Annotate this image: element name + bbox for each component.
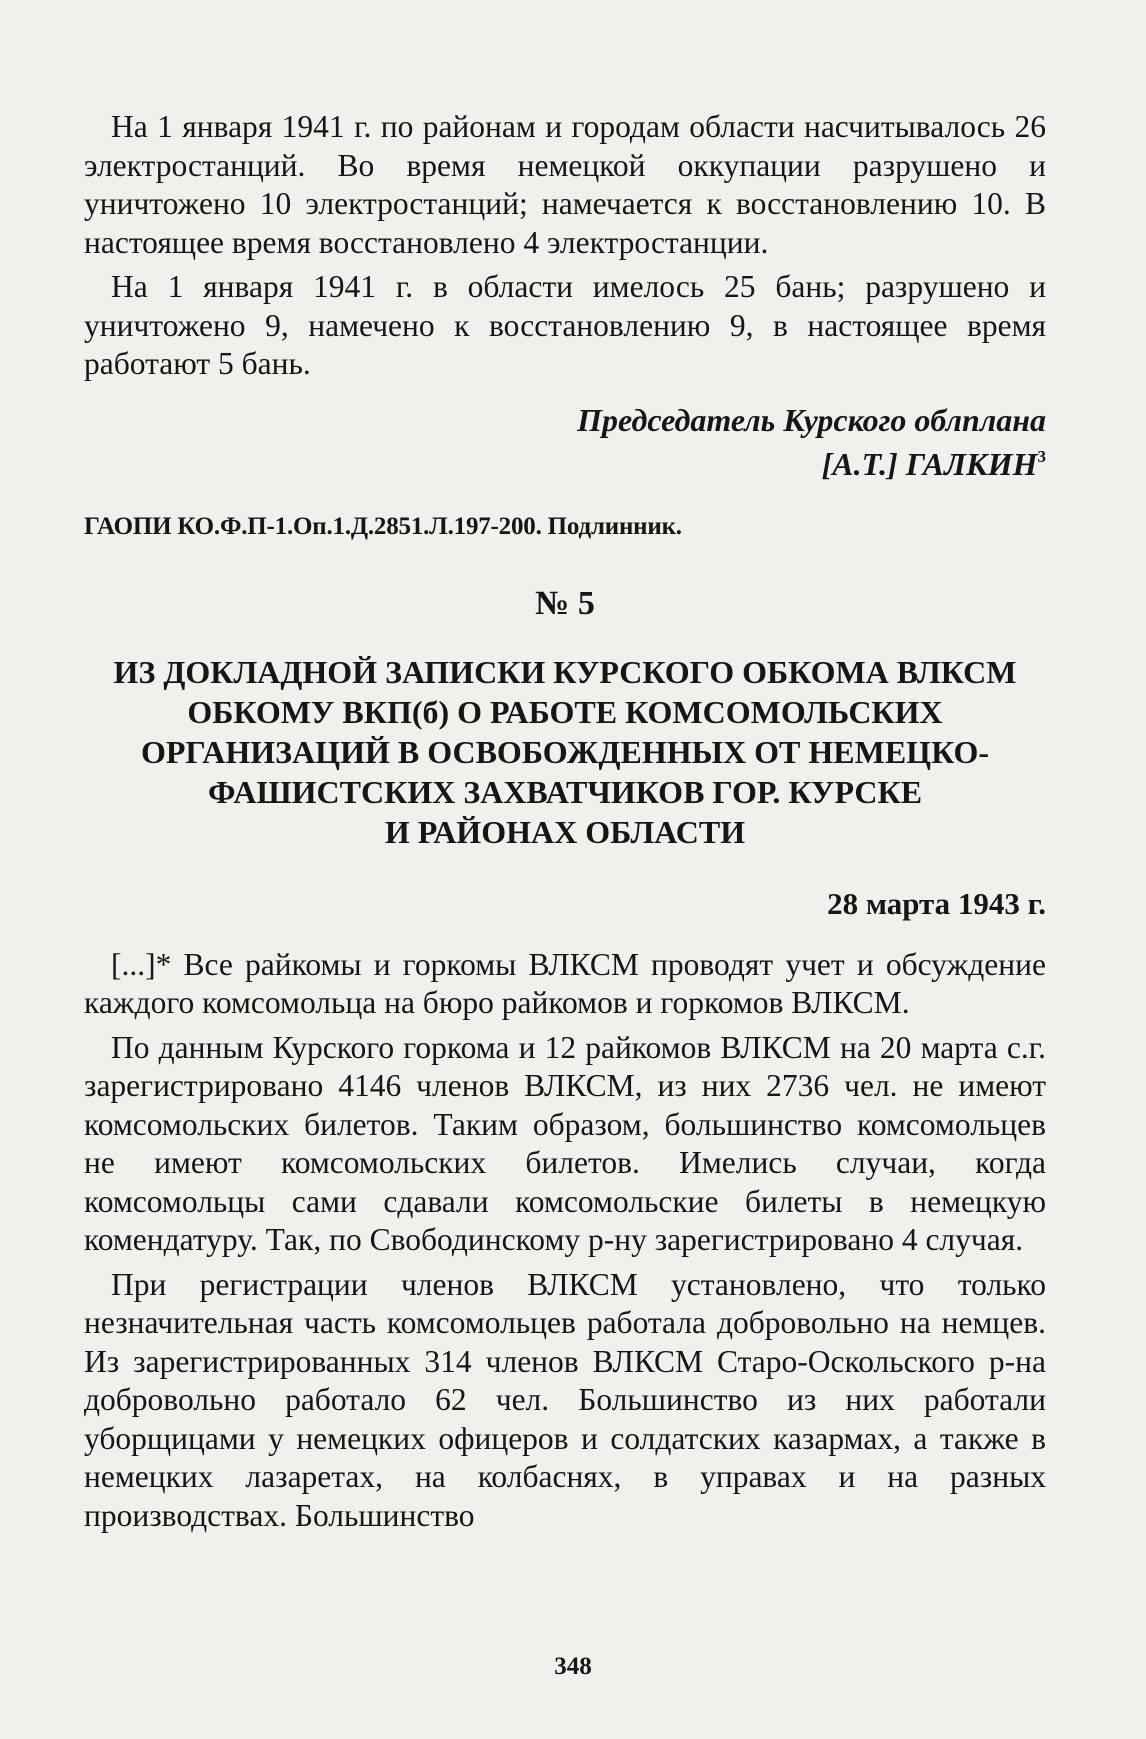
document-title-line: ФАШИСТСКИХ ЗАХВАТЧИКОВ ГОР. КУРСКЕ <box>207 773 923 810</box>
body-paragraph: [...]* Все райкомы и горкомы ВЛКСМ проводят учет и обсуждение каждого комсомольца на бюро райкомов и горкомов ВЛКСМ. <box>84 946 1046 1020</box>
signature-block <box>84 398 1046 486</box>
page-number: 348 <box>554 1653 592 1680</box>
footnote-marker: 3 <box>1037 446 1046 466</box>
page-content <box>84 108 1046 1535</box>
signature-name-line <box>84 442 1046 486</box>
document-title <box>84 652 1046 852</box>
document-title-line: ИЗ ДОКЛАДНОЙ ЗАПИСКИ КУРСКОГО ОБКОМА ВЛКСМ <box>113 653 1017 690</box>
archive-reference: ГАОПИ КО.Ф.П-1.Оп.1.Д.2851.Л.197-200. Подлинник. <box>84 512 682 540</box>
document-number: № 5 <box>535 584 595 622</box>
document-title-line: ОРГАНИЗАЦИЙ В ОСВОБОЖДЕННЫХ ОТ НЕМЕЦКО- <box>140 733 990 770</box>
document-title-line: И РАЙОНАХ ОБЛАСТИ <box>384 813 746 850</box>
document-title-line: ОБКОМУ ВКП(б) О РАБОТЕ КОМСОМОЛЬСКИХ <box>187 693 943 730</box>
document-date: 28 марта 1943 г. <box>827 885 1046 921</box>
signature-name: [А.Т.] ГАЛКИН <box>821 445 1038 482</box>
body-paragraph: По данным Курского горкома и 12 райкомов ВЛКСМ на 20 марта с.г. зарегистрировано 4146 членов ВЛКСМ, из них 2736 чел. не имеют комсомольских билетов. Таким образом, большинство комсомольцев не имеют комсомольских билетов. Имелись случаи, когда комсомольцы сами сдавали комсомольские билеты в немецкую комендатуру. Так, по Свободинскому р-ну зарегистрировано 4 случая. <box>84 1029 1046 1257</box>
paragraph-bathhouses: На 1 января 1941 г. в области имелось 25 бань; разрушено и уничтожено 9, намечено к восстановлению 9, в настоящее время работают 5 бань. <box>84 269 1046 381</box>
body-paragraph: При регистрации членов ВЛКСМ установлено, что только незначительная часть комсомольцев работала добровольно на немцев. Из зарегистрированных 314 членов ВЛКСМ Старо-Оскольского р-на добровольно работало 62 чел. Большинство из них работали уборщицами у немецких офицеров и солдатских казармах, а также в немецких лазаретах, на колбаснях, в управах и на разных производствах. Большинство <box>84 1266 1046 1533</box>
paragraph-power-plants: На 1 января 1941 г. по районам и городам области насчитывалось 26 электростанций. Во время немецкой оккупации разрушено и уничтожено 10 электростанций; намечается к восстановлению 10. В настоящее время восстановлено 4 электростанции. <box>84 109 1046 260</box>
signature-position: Председатель Курского облплана <box>577 401 1046 438</box>
